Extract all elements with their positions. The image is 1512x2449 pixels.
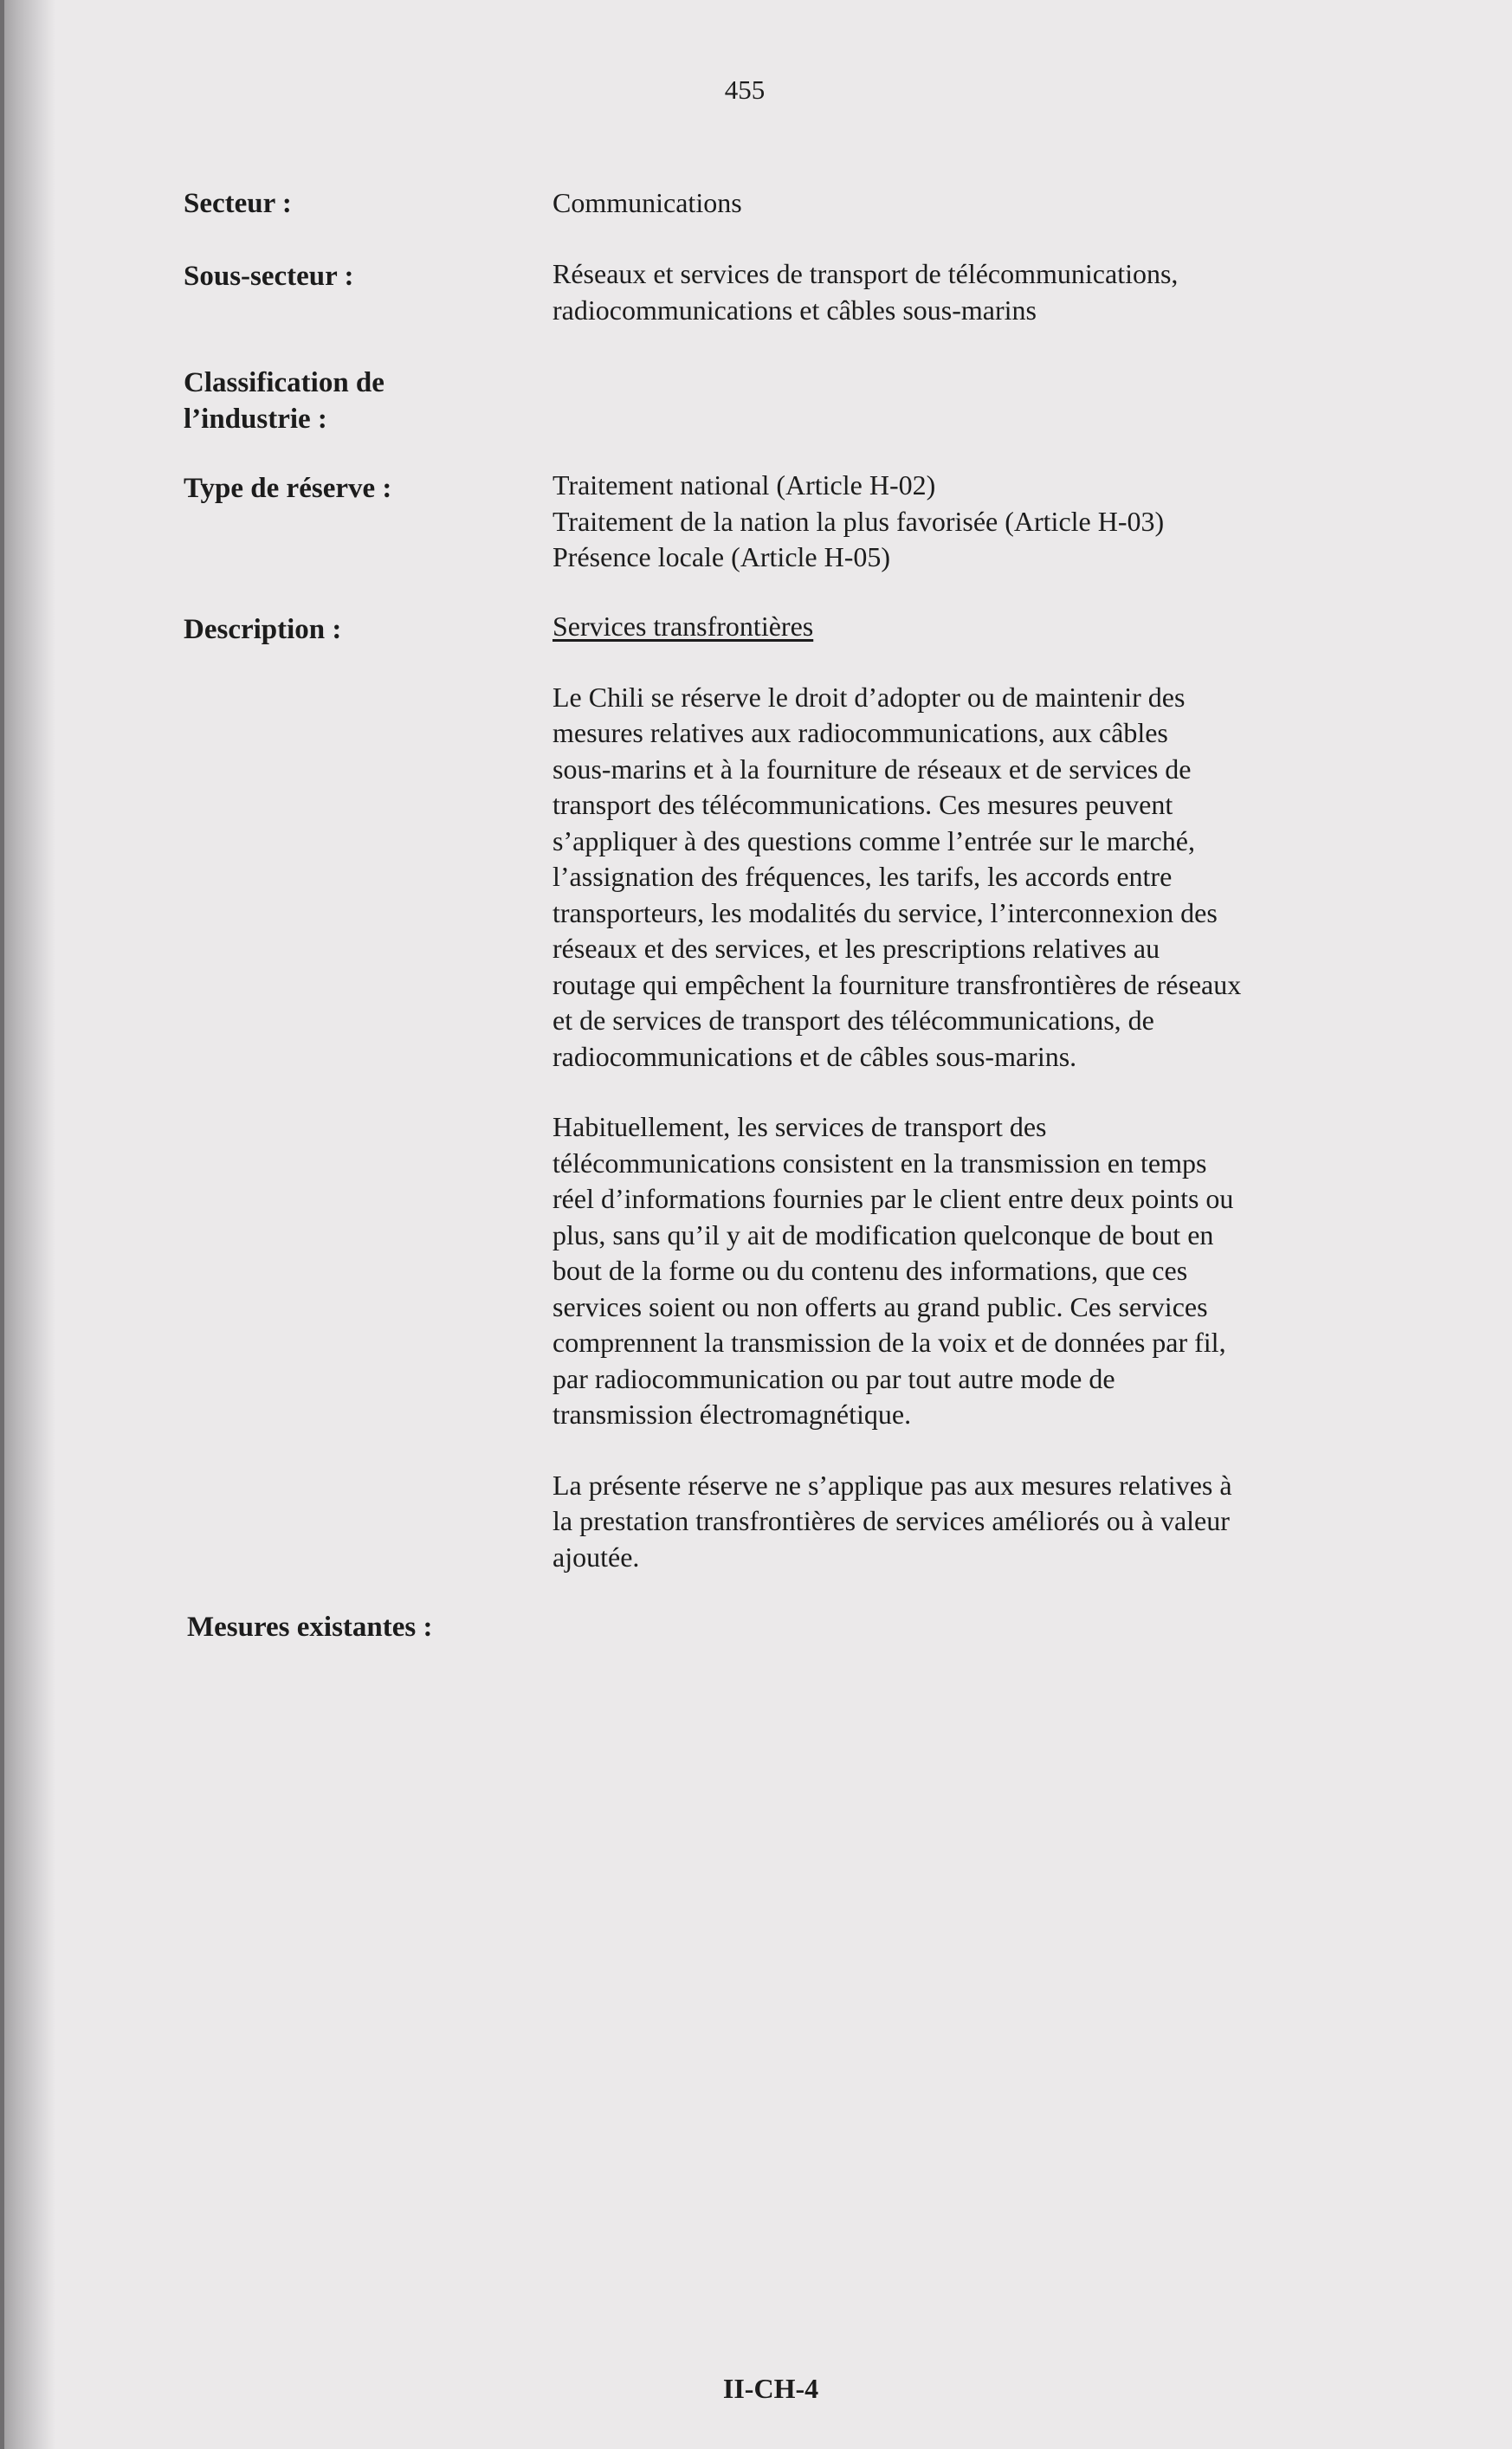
description-paragraph-1 bbox=[552, 680, 1349, 1076]
paragraph-line: radiocommunications et de câbles sous-marins. bbox=[552, 1040, 1077, 1072]
description-value bbox=[552, 609, 1349, 1575]
sous-secteur-label: Sous-secteur : bbox=[184, 261, 354, 292]
paragraph-line: Habituellement, les services de transport des bbox=[552, 1111, 1047, 1142]
description-heading: Services transfrontières bbox=[552, 611, 814, 642]
paragraph-line: télécommunications consistent en la transmission en temps bbox=[552, 1147, 1207, 1179]
type-reserve-line: Traitement de la nation la plus favorisée (Article H-03) bbox=[552, 505, 1165, 537]
description-paragraph-2 bbox=[552, 1109, 1349, 1433]
paragraph-line: transport des télécommunications. Ces mesures peuvent bbox=[552, 789, 1173, 820]
paragraph-line: La présente réserve ne s’applique pas aux mesures relatives à bbox=[552, 1469, 1232, 1501]
secteur-label: Secteur : bbox=[184, 188, 292, 219]
paragraph-line: routage qui empêchent la fourniture transfrontières de réseaux bbox=[552, 968, 1242, 1000]
classification-label-line: l’industrie : bbox=[184, 404, 327, 435]
paragraph-line: l’assignation des fréquences, les tarifs, les accords entre bbox=[552, 861, 1173, 892]
paragraph-line: plus, sans qu’il y ait de modification quelconque de bout en bbox=[552, 1218, 1214, 1250]
paragraph-line: par radiocommunication ou par tout autre mode de bbox=[552, 1362, 1115, 1394]
paragraph-line: mesures relatives aux radiocommunications, aux câbles bbox=[552, 717, 1168, 748]
type-reserve-line: Traitement national (Article H-02) bbox=[552, 469, 936, 501]
sous-secteur-line: radiocommunications et câbles sous-marins bbox=[552, 294, 1037, 326]
description-paragraph-3 bbox=[552, 1468, 1349, 1576]
paragraph-line: la prestation transfrontières de services améliorés ou à valeur bbox=[552, 1505, 1230, 1536]
mesures-existantes-label: Mesures existantes : bbox=[187, 1612, 433, 1643]
paragraph-line: comprennent la transmission de la voix et de données par fil, bbox=[552, 1327, 1226, 1358]
paragraph-line: Le Chili se réserve le droit d’adopter ou de maintenir des bbox=[552, 681, 1186, 713]
type-reserve-line: Présence locale (Article H-05) bbox=[552, 541, 891, 572]
type-reserve-value bbox=[552, 468, 1349, 576]
paragraph-line: bout de la forme ou du contenu des informations, que ces bbox=[552, 1255, 1188, 1286]
paragraph-line: transporteurs, les modalités du service, l’interconnexion des bbox=[552, 896, 1218, 928]
secteur-value: Communications bbox=[552, 187, 742, 218]
page-number: 455 bbox=[724, 74, 766, 105]
description-label: Description : bbox=[184, 614, 342, 645]
paragraph-line: s’appliquer à des questions comme l’entrée sur le marché, bbox=[552, 824, 1195, 856]
paragraph-line: ajoutée. bbox=[552, 1541, 640, 1573]
paragraph-line: services soient ou non offerts au grand public. Ces services bbox=[552, 1290, 1208, 1322]
sous-secteur-value bbox=[552, 256, 1349, 328]
paragraph-line: sous-marins et à la fourniture de réseaux et de services de bbox=[552, 753, 1192, 785]
sous-secteur-line: Réseaux et services de transport de télécommunications, bbox=[552, 258, 1179, 289]
page-footer: II-CH-4 bbox=[722, 2373, 819, 2404]
paragraph-line: et de services de transport des télécommunications, de bbox=[552, 1005, 1154, 1036]
paragraph-line: transmission électromagnétique. bbox=[552, 1399, 912, 1430]
type-reserve-label: Type de réserve : bbox=[184, 473, 392, 504]
paragraph-line: réel d’informations fournies par le client entre deux points ou bbox=[552, 1183, 1234, 1214]
classification-label-line: Classification de bbox=[184, 367, 384, 398]
paragraph-line: réseaux et des services, et les prescriptions relatives au bbox=[552, 933, 1160, 964]
classification-label bbox=[184, 365, 513, 437]
